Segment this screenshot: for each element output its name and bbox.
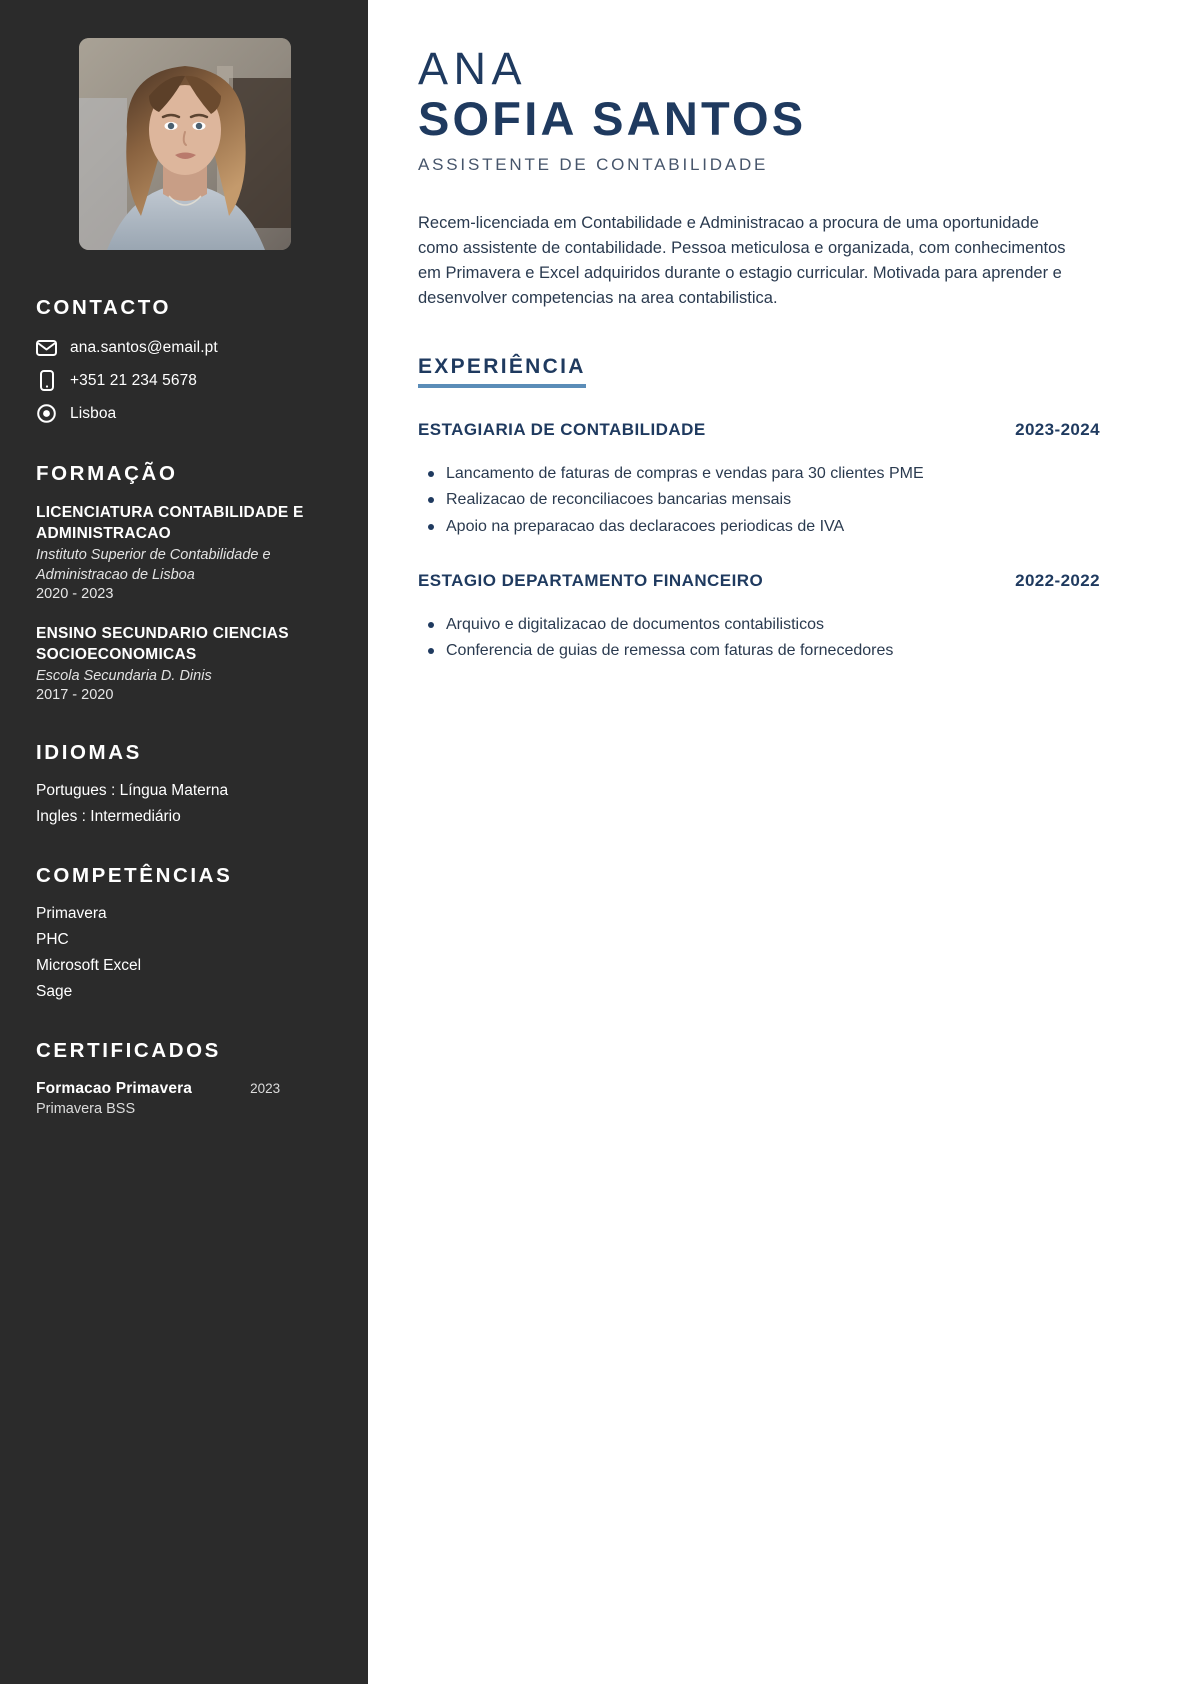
skill-item: PHC (36, 931, 69, 949)
skills-section (36, 864, 334, 1001)
education-years: 2020 - 2023 (36, 586, 114, 603)
experience-role: ESTAGIARIA DE CONTABILIDADE (418, 420, 706, 440)
experience-bullet: Lancamento de faturas de compras e vendas para 30 clientes PME (418, 462, 1100, 486)
skill-item: Primavera (36, 905, 107, 923)
experience-role: ESTAGIO DEPARTAMENTO FINANCEIRO (418, 571, 764, 591)
experience-bullet: Arquivo e digitalizacao de documentos contabilisticos (418, 613, 1100, 637)
contact-section (36, 296, 334, 424)
contact-heading: CONTACTO (36, 296, 172, 319)
certificate-year: 2023 (250, 1081, 281, 1097)
languages-heading: IDIOMAS (36, 741, 142, 765)
experience-dates: 2023-2024 (1015, 420, 1100, 440)
certificate-issuer: Primavera BSS (36, 1101, 136, 1118)
experience-bullet-list (418, 613, 1100, 664)
contact-item-phone[interactable] (36, 370, 334, 391)
experience-heading: EXPERIÊNCIA (418, 355, 586, 379)
experience-entry (418, 571, 1100, 664)
language-item: Portugues : Língua Materna (36, 782, 229, 800)
location-pin-icon (36, 403, 57, 424)
experience-bullet-list (418, 462, 1100, 539)
education-item (36, 624, 334, 703)
education-years: 2017 - 2020 (36, 687, 114, 704)
skill-item: Sage (36, 983, 73, 1001)
skills-heading: COMPETÊNCIAS (36, 864, 233, 888)
language-item: Ingles : Intermediário (36, 808, 181, 826)
first-name: ANA (418, 43, 528, 94)
experience-section-header (418, 355, 586, 388)
job-title: ASSISTENTE DE CONTABILIDADE (418, 154, 769, 174)
contact-email-text: ana.santos@email.pt (70, 338, 218, 356)
education-section (36, 462, 334, 703)
experience-dates: 2022-2022 (1015, 571, 1100, 591)
experience-bullet: Conferencia de guias de remessa com faturas de fornecedores (418, 639, 1100, 663)
envelope-icon (36, 337, 57, 358)
last-name: SOFIA SANTOS (418, 92, 807, 146)
main-content (368, 0, 1190, 1684)
experience-bullet: Apoio na preparacao das declaracoes periodicas de IVA (418, 515, 1100, 539)
experience-entry (418, 420, 1100, 539)
education-school: Escola Secundaria D. Dinis (36, 668, 212, 685)
sidebar (0, 0, 368, 1684)
skill-item: Microsoft Excel (36, 957, 142, 975)
experience-section (418, 420, 1100, 664)
certificate-item (36, 1080, 334, 1117)
education-heading: FORMAÇÃO (36, 462, 178, 485)
education-school: Instituto Superior de Contabilidade e Administracao de Lisboa (36, 547, 271, 584)
certificates-heading: CERTIFICADOS (36, 1039, 221, 1063)
experience-heading-rule (418, 384, 586, 388)
header (418, 42, 1100, 175)
contact-item-location[interactable] (36, 403, 334, 424)
contact-phone-text: +351 21 234 5678 (70, 371, 198, 389)
phone-icon (36, 370, 57, 391)
profile-photo (79, 38, 291, 250)
certificate-name: Formacao Primavera (36, 1080, 193, 1098)
contact-location-text: Lisboa (70, 404, 117, 422)
education-item (36, 503, 334, 602)
education-degree: ENSINO SECUNDARIO CIENCIAS SOCIOECONOMICAS (36, 625, 289, 663)
summary-paragraph: Recem-licenciada em Contabilidade e Administracao a procura de uma oportunidade como assistente de contabilidade. Pessoa meticulosa e organizada, com conhecimentos em Primavera e Excel adquiridos durante o estagio curricular. Motivada para aprender e desenvolver competencias na area contabilistica. (418, 213, 1066, 308)
languages-section (36, 741, 334, 826)
profile-photo-image (79, 38, 291, 250)
experience-bullet: Realizacao de reconciliacoes bancarias mensais (418, 488, 1100, 512)
contact-item-email[interactable] (36, 337, 334, 358)
certificates-section (36, 1039, 334, 1117)
education-degree: LICENCIATURA CONTABILIDADE E ADMINISTRACAO (36, 504, 304, 542)
